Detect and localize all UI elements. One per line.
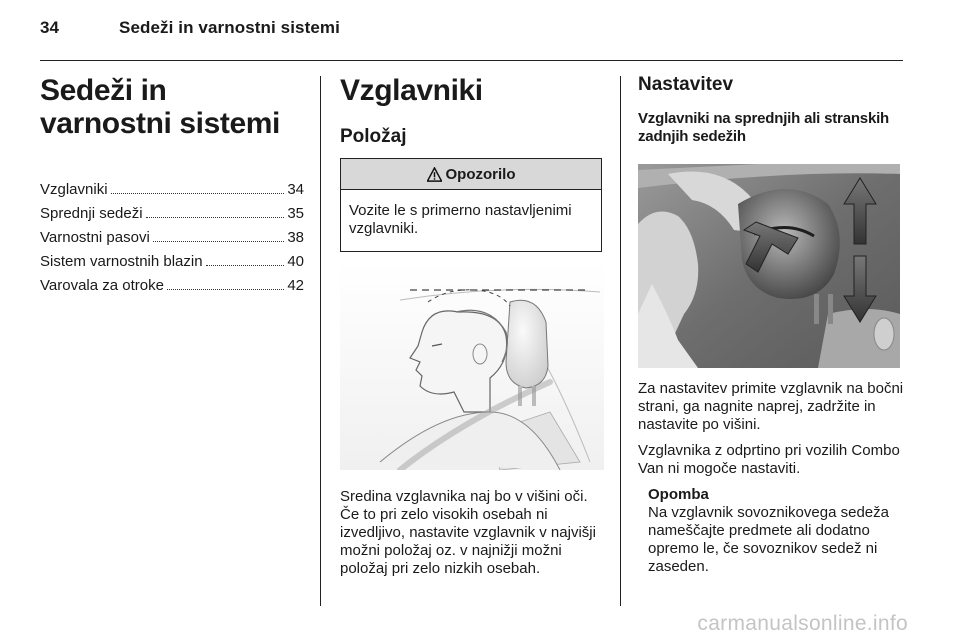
page-number: 34 (40, 18, 60, 37)
toc-leader (146, 217, 285, 218)
position-paragraph: Sredina vzglavnika naj bo v višini oči. Če to pri zelo visokih osebah ni izvedljivo, nastavite vzglavnik v najvišji možni položaj oz. v najnižji možni položaj pri zelo nizkih osebah. (340, 488, 596, 577)
column-divider-1 (320, 76, 321, 606)
watermark: carmanualsonline.info (697, 612, 908, 635)
toc-item[interactable] (40, 274, 304, 298)
adjustment-subtitle: Vzglavniki na sprednjih ali stranskih zadnjih sedežih (638, 110, 890, 145)
chapter-title: Sedeži in varnostni sistemi (40, 74, 280, 140)
adjustment-paragraph-2: Vzglavnika z odprtino pri vozilih Combo Van ni mogoče nastaviti. (638, 442, 900, 477)
warning-heading: Opozorilo (445, 165, 516, 183)
toc-label: Sprednji sedeži (40, 205, 143, 222)
toc-label: Vzglavniki (40, 181, 108, 198)
note-block (648, 486, 910, 576)
toc-item[interactable] (40, 250, 304, 274)
toc-leader (111, 193, 285, 194)
note-text: Na vzglavnik sovoznikovega sedeža nameščajte predmete ali dodatno opremo le, če sovoznikov sedež ni zaseden. (648, 504, 889, 575)
column-1 (40, 74, 304, 294)
toc-item[interactable] (40, 178, 304, 202)
adjustment-paragraph-1: Za nastavitev primite vzglavnik na bočni strani, ga nagnite naprej, zadržite in nastavite po višini. (638, 380, 904, 433)
running-title: Sedeži in varnostni sistemi (119, 18, 340, 37)
toc-page: 35 (287, 205, 304, 222)
toc-item[interactable] (40, 202, 304, 226)
warning-box (340, 158, 602, 252)
warning-text: Vozite le s primerno nastavljenimi vzglavniki. (349, 202, 572, 237)
column-2 (340, 74, 604, 577)
section-subtitle: Položaj (340, 126, 407, 147)
toc-item[interactable] (40, 226, 304, 250)
toc-label: Varnostni pasovi (40, 229, 150, 246)
headrest-adjustment-photo (638, 164, 900, 368)
table-of-contents (40, 178, 304, 298)
toc-label: Sistem varnostnih blazin (40, 253, 203, 270)
toc-leader (167, 289, 284, 290)
header-rule (40, 60, 903, 61)
toc-page: 42 (287, 277, 304, 294)
toc-page: 38 (287, 229, 304, 246)
column-divider-2 (620, 76, 621, 606)
toc-page: 34 (287, 181, 304, 198)
toc-label: Varovala za otroke (40, 277, 164, 294)
toc-leader (153, 241, 285, 242)
adjustment-title: Nastavitev (638, 74, 734, 95)
headrest-position-illustration (340, 262, 604, 470)
note-heading: Opomba (648, 486, 709, 503)
section-title: Vzglavniki (340, 74, 483, 107)
warning-icon (427, 167, 442, 182)
warning-header (341, 159, 601, 190)
toc-page: 40 (287, 253, 304, 270)
toc-leader (206, 265, 285, 266)
